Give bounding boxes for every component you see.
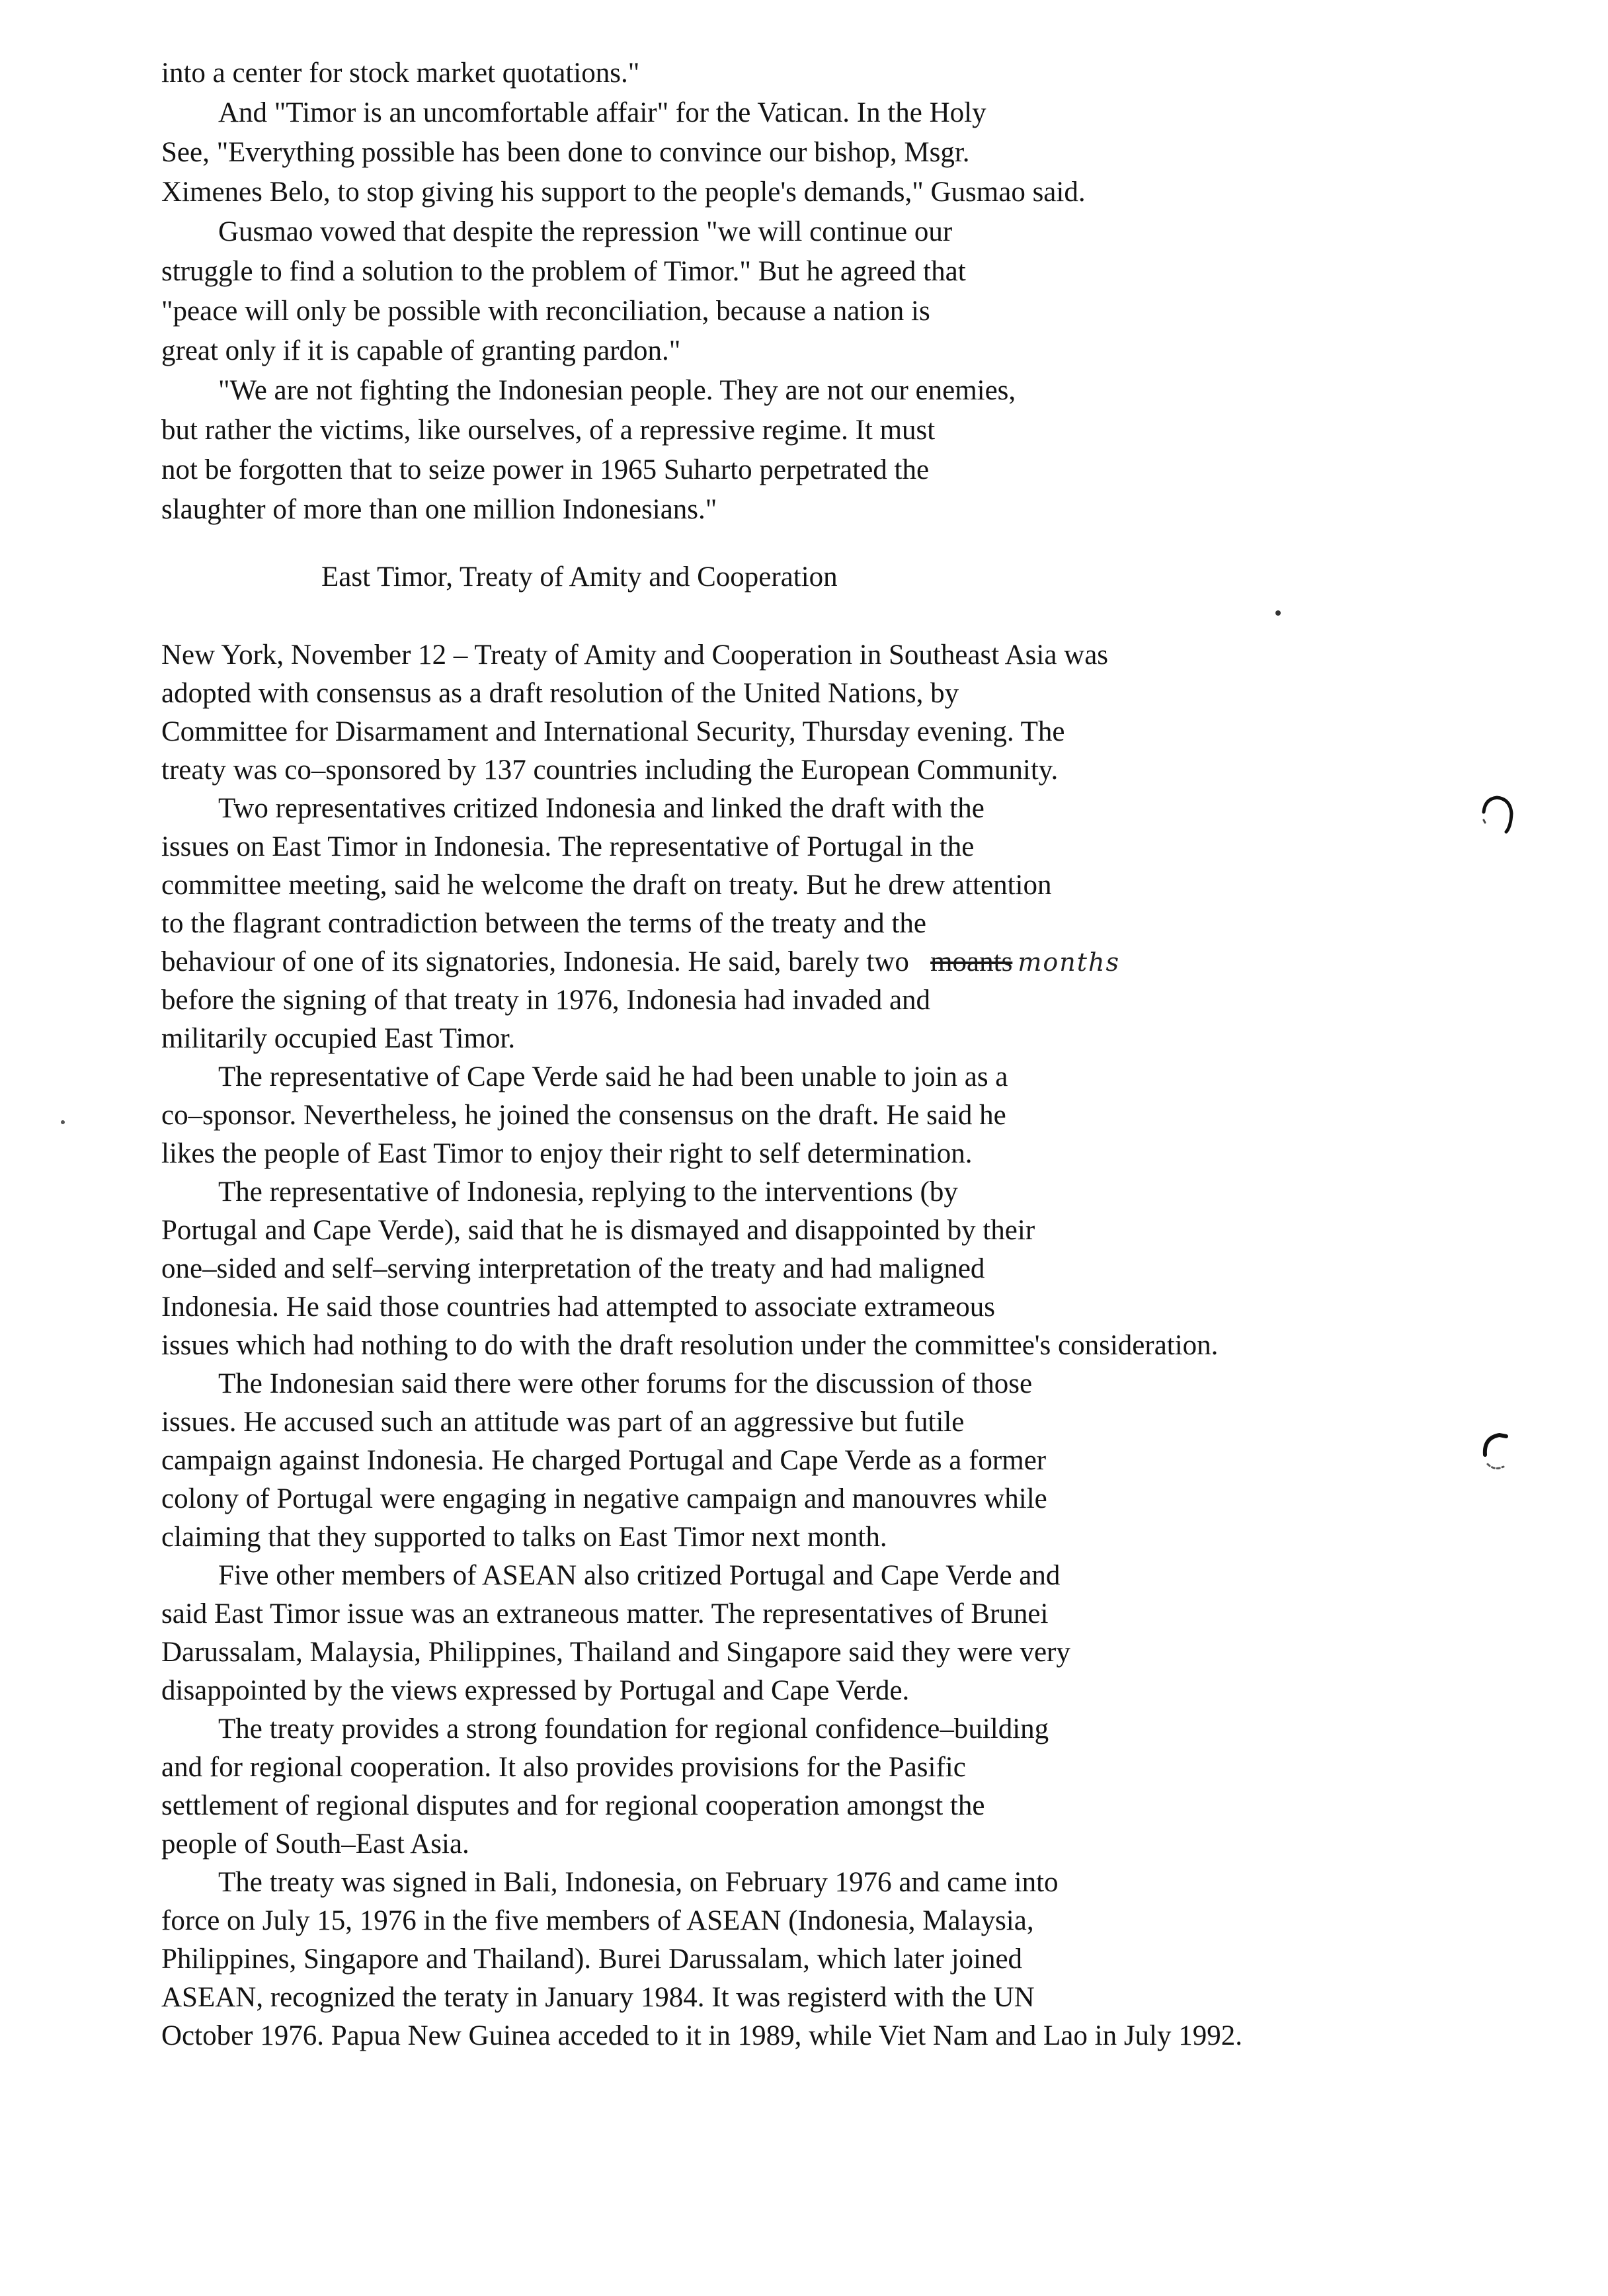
text-line: "peace will only be possible with reconciliation, because a nation is: [161, 296, 930, 327]
text-line: claiming that they supported to talks on East Timor next month.: [161, 1522, 887, 1553]
text-line: militarily occupied East Timor.: [161, 1023, 516, 1054]
text-line: Five other members of ASEAN also critized Portugal and Cape Verde and: [218, 1560, 1061, 1591]
text-line: not be forgotten that to seize power in 1965 Suharto perpetrated the: [161, 454, 930, 485]
text-line: October 1976. Papua New Guinea acceded to it in 1989, while Viet Nam and Lao in July 1992.: [161, 2020, 1243, 2051]
text-line: great only if it is capable of granting pardon.": [161, 335, 681, 366]
text-line: but rather the victims, like ourselves, of a repressive regime. It must: [161, 415, 936, 446]
struck-word: moants: [930, 946, 1013, 977]
text-line: likes the people of East Timor to enjoy their right to self determination.: [161, 1138, 973, 1169]
text-line: said East Timor issue was an extraneous matter. The representatives of Brunei: [161, 1598, 1049, 1629]
text-line: Gusmao vowed that despite the repression "we will continue our: [218, 216, 953, 247]
hole-punch-mark: [1477, 794, 1517, 840]
text-line: New York, November 12 – Treaty of Amity and Cooperation in Southeast Asia was: [161, 639, 1109, 671]
hole-punch-mark: [1477, 1428, 1517, 1475]
text-line: issues on East Timor in Indonesia. The representative of Portugal in the: [161, 831, 975, 862]
text-line: issues which had nothing to do with the draft resolution under the committee's consideration.: [161, 1330, 1219, 1361]
text-line: Philippines, Singapore and Thailand). Burei Darussalam, which later joined: [161, 1944, 1023, 1975]
text-line: Indonesia. He said those countries had attempted to associate extrameous: [161, 1292, 995, 1323]
text-line: colony of Portugal were engaging in negative campaign and manouvres while: [161, 1483, 1047, 1514]
text-line: ASEAN, recognized the teraty in January 1984. It was registerd with the UN: [161, 1982, 1035, 2013]
text-line: slaughter of more than one million Indonesians.": [161, 494, 717, 525]
text-line: campaign against Indonesia. He charged Portugal and Cape Verde as a former: [161, 1445, 1047, 1476]
stray-dot: [58, 1118, 67, 1127]
text-line: Ximenes Belo, to stop giving his support to the people's demands," Gusmao said.: [161, 177, 1086, 208]
text-line: struggle to find a solution to the problem of Timor." But he agreed that: [161, 256, 966, 287]
text-line: The treaty provides a strong foundation for regional confidence–building: [218, 1713, 1049, 1744]
text-line: force on July 15, 1976 in the five members of ASEAN (Indonesia, Malaysia,: [161, 1905, 1034, 1936]
text-line: The representative of Cape Verde said he had been unable to join as a: [218, 1061, 1008, 1092]
handwritten-correction: months: [1018, 948, 1120, 977]
text-line: Committee for Disarmament and International Security, Thursday evening. The: [161, 716, 1065, 747]
text-line: See, "Everything possible has been done to convince our bishop, Msgr.: [161, 137, 970, 168]
section-heading: East Timor, Treaty of Amity and Cooperation: [321, 561, 838, 593]
text-line: treaty was co–sponsored by 137 countries including the European Community.: [161, 755, 1059, 786]
text-line: Darussalam, Malaysia, Philippines, Thailand and Singapore said they were very: [161, 1637, 1070, 1668]
text-line: settlement of regional disputes and for regional cooperation amongst the: [161, 1790, 985, 1821]
text-line: into a center for stock market quotations.": [161, 58, 640, 89]
text-line: disappointed by the views expressed by Portugal and Cape Verde.: [161, 1675, 910, 1706]
text-line: people of South–East Asia.: [161, 1828, 469, 1860]
text-line-segment: behaviour of one of its signatories, Indonesia. He said, barely two: [161, 946, 909, 977]
text-line: to the flagrant contradiction between the terms of the treaty and the: [161, 908, 926, 939]
text-line: before the signing of that treaty in 1976, Indonesia had invaded and: [161, 985, 931, 1016]
text-line: one–sided and self–serving interpretation of the treaty and had maligned: [161, 1253, 985, 1284]
text-line: Two representatives critized Indonesia and linked the draft with the: [218, 793, 985, 824]
text-line: Portugal and Cape Verde), said that he is dismayed and disappointed by their: [161, 1215, 1035, 1246]
stray-dot: [1273, 608, 1283, 618]
text-line: and for regional cooperation. It also provides provisions for the Pasific: [161, 1752, 966, 1783]
text-line: The representative of Indonesia, replying to the interventions (by: [218, 1176, 958, 1208]
text-line: And "Timor is an uncomfortable affair" for the Vatican. In the Holy: [218, 97, 986, 128]
text-line: The Indonesian said there were other forums for the discussion of those: [218, 1368, 1033, 1399]
text-line: committee meeting, said he welcome the draft on treaty. But he drew attention: [161, 870, 1052, 901]
text-line: adopted with consensus as a draft resolution of the United Nations, by: [161, 678, 959, 709]
text-line: issues. He accused such an attitude was part of an aggressive but futile: [161, 1407, 965, 1438]
text-line: co–sponsor. Nevertheless, he joined the consensus on the draft. He said he: [161, 1100, 1006, 1131]
text-line: "We are not fighting the Indonesian people. They are not our enemies,: [218, 375, 1016, 406]
text-line: The treaty was signed in Bali, Indonesia, on February 1976 and came into: [218, 1867, 1059, 1898]
text-line-with-correction: [161, 946, 1120, 979]
